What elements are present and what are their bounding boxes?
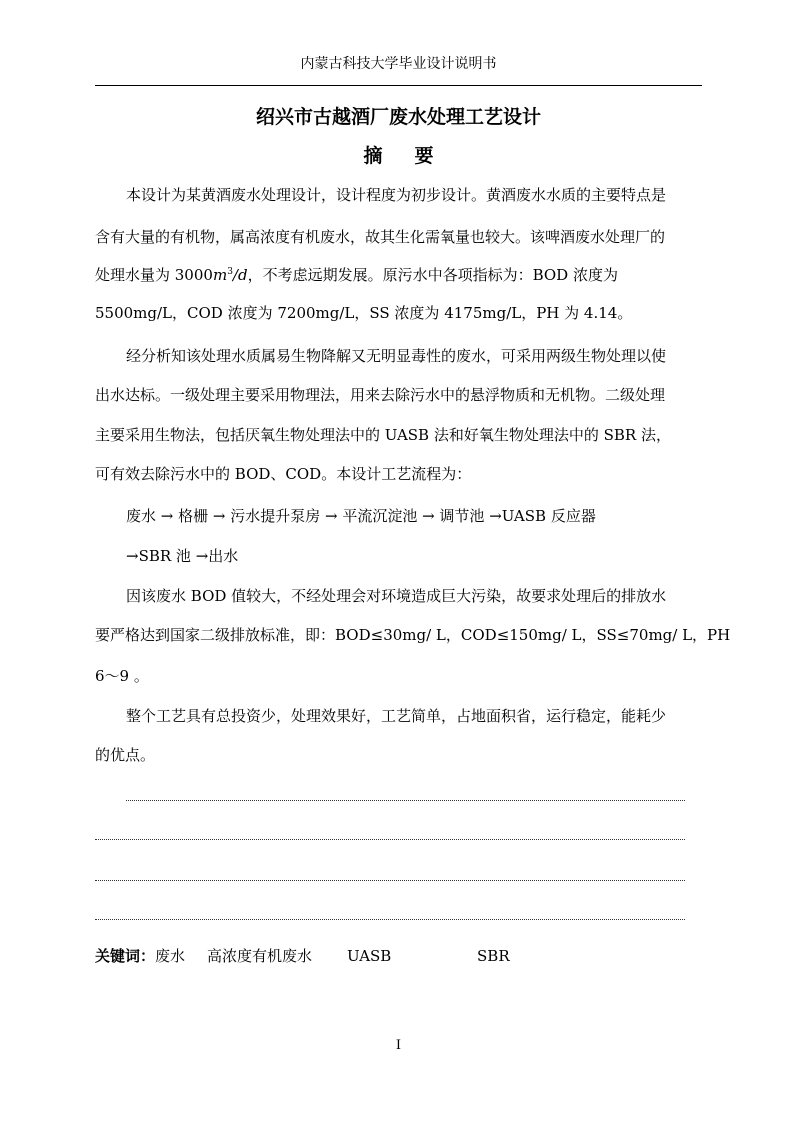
p1-unit-d: /d (232, 266, 248, 284)
p3-line2 (95, 624, 731, 646)
page-number: I (395, 1038, 402, 1053)
dotted-line-4 (95, 919, 685, 920)
flow-line1 (126, 505, 733, 527)
p1-line3 (95, 264, 702, 286)
keyword-item: SBR (477, 947, 510, 965)
p1-unit-m: m (212, 266, 228, 284)
p3-line1-text: 因该废水 BOD 值较大，不经处理会对环境造成巨大污染，故要求处理后的排放水 (126, 587, 667, 605)
p4-line2-text: 的优点。 (95, 746, 156, 764)
keyword-item: 废水 (155, 947, 186, 965)
p3-line1 (126, 585, 733, 607)
abstract-heading: 摘要 (363, 145, 466, 167)
p2-line1 (126, 345, 733, 367)
p2-line2 (95, 384, 702, 406)
flow-line2 (126, 545, 733, 567)
dotted-line-3 (95, 880, 685, 881)
p2-line4 (95, 463, 702, 485)
p4-line2 (95, 744, 702, 766)
p2-line2-text: 出水达标。一级处理主要采用物理法，用来去除污水中的悬浮物质和无机物。二级处理 (95, 386, 666, 404)
p1-line3-text-b: ，不考虑远期发展。原污水中各项指标为：BOD 浓度为 (247, 266, 618, 284)
p2-line1-text: 经分析知该处理水质属易生物降解又无明显毒性的废水，可采用两级生物处理以使 (126, 347, 667, 365)
running-header: 内蒙古科技大学毕业设计说明书 (300, 56, 497, 72)
dotted-line-2 (95, 839, 685, 840)
dotted-line-1 (126, 800, 685, 801)
p1-line1-text: 本设计为某黄酒废水处理设计，设计程度为初步设计。黄酒废水水质的主要特点是 (126, 186, 667, 204)
p4-line1 (126, 705, 733, 727)
keywords-line (95, 945, 510, 967)
flow-line1-text: 废水 → 格栅 → 污水提升泵房 → 平流沉淀池 → 调节池 →UASB 反应器 (126, 507, 596, 525)
p1-line4-text: 5500mg/L，COD 浓度为 7200mg/L，SS 浓度为 4175mg/L，PH 为 4.14。 (95, 304, 633, 322)
header-rule (95, 85, 702, 86)
p1-line3-text-a: 处理水量为 3000 (95, 266, 213, 284)
keyword-item: 高浓度有机废水 (207, 947, 313, 965)
p4-line1-text: 整个工艺具有总投资少，处理效果好，工艺简单，占地面积省，运行稳定，能耗少 (126, 707, 667, 725)
document-title: 绍兴市古越酒厂废水处理工艺设计 (255, 106, 541, 128)
p3-line3-text: 6～9 。 (95, 667, 149, 685)
p1-line4 (95, 302, 702, 324)
p2-line3 (95, 424, 702, 446)
keywords-label: 关键词： (95, 947, 156, 965)
p2-line3-text: 主要采用生物法，包括厌氧生物处理法中的 UASB 法和好氧生物处理法中的 SBR 法， (95, 426, 671, 444)
p2-line4-text: 可有效去除污水中的 BOD、COD。本设计工艺流程为： (95, 465, 472, 483)
flow-line2-text: →SBR 池 →出水 (126, 547, 239, 565)
p1-line2 (95, 226, 702, 248)
p3-line2-text: 要严格达到国家二级排放标准，即：BOD≤30mg/ L，COD≤150mg/ L，SS≤70mg/ L，PH (95, 626, 731, 644)
p1-unit-sup: 3 (227, 267, 233, 277)
p3-line3 (95, 665, 702, 687)
p1-line1 (126, 184, 702, 206)
p1-line2-text: 含有大量的有机物，属高浓度有机废水，故其生化需氧量也较大。该啤酒废水处理厂的 (95, 228, 666, 246)
keyword-item: UASB (347, 947, 392, 965)
